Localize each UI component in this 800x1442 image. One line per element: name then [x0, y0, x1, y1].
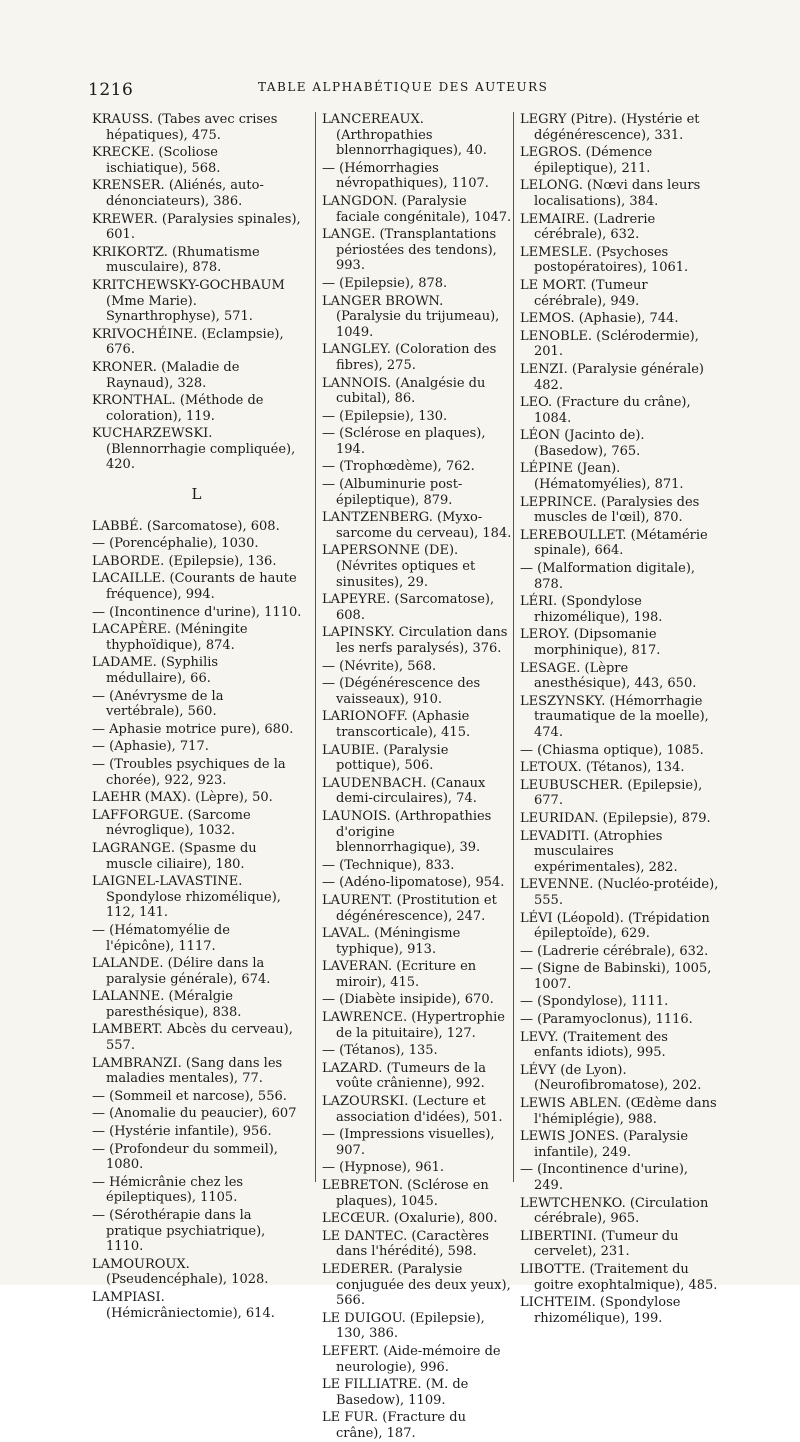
index-entry: LE DUIGOU. (Epilepsie), 130, 386. [322, 1310, 485, 1342]
index-entry: — (Chiasma optique), 1085. [520, 742, 704, 758]
index-entry: LAUDENBACH. (Canaux demi-circulaires), 74. [322, 775, 486, 807]
page-title: TABLE ALPHABÉTIQUE DES AUTEURS [258, 80, 549, 94]
index-entry: LESAGE. (Lèpre anesthésique), 443, 650. [520, 660, 697, 692]
index-entry: LALANDE. (Délire dans la paralysie générale), 674. [92, 956, 271, 987]
index-entry: LABBÉ. (Sarcomatose), 608. [92, 518, 280, 534]
index-entry: LAFFORGUE. (Sarcome névroglique), 1032. [92, 807, 251, 839]
index-entry: — (Sérothérapie dans la pratique psychiatrique), 1110. [92, 1208, 266, 1255]
index-column-1 [92, 112, 302, 1323]
index-entry: — (Profondeur du sommeil), 1080. [92, 1141, 278, 1173]
index-entry: — (Hémorrhagies névropathiques), 1107. [322, 160, 489, 192]
index-entry: LAZOURSKI. (Lecture et association d'idées), 501. [322, 1094, 503, 1125]
index-entry: LEWIS ABLEN. (Œdème dans l'hémiplégie), 988. [520, 1096, 717, 1127]
index-entry: — (Ladrerie cérébrale), 632. [520, 943, 709, 959]
index-entry: LAUNOIS. (Arthropathies d'origine blennorrhagique), 39. [322, 808, 492, 856]
index-entry: LEFERT. (Aide-mémoire de neurologie), 996. [322, 1343, 501, 1375]
index-entry: LAZARD. (Tumeurs de la voûte crânienne), 992. [322, 1060, 487, 1092]
index-entry: LAMOUROUX. (Pseudencéphale), 1028. [92, 1256, 269, 1288]
index-entry: KUCHARZEWSKI. (Blennorrhagie compliquée), 420. [92, 426, 296, 473]
index-entry: KRIVOCHÉINE. (Eclampsie), 676. [92, 326, 284, 358]
index-entry: — (Hystérie infantile), 956. [92, 1124, 272, 1140]
index-entry: LAVERAN. (Ecriture en miroir), 415. [322, 959, 477, 990]
index-entry: LEDERER. (Paralysie conjuguée des deux yeux), 566. [322, 1261, 511, 1309]
index-entry: LÉVI (Léopold). (Trépidation épileptoïde), 629. [520, 910, 710, 942]
index-entry: KRAUSS. (Tabes avec crises hépatiques), 475. [92, 112, 278, 143]
index-entry: LIBERTINI. (Tumeur du cervelet), 231. [520, 1228, 679, 1260]
index-entry: — (Anomalie du peaucier), 607 [92, 1106, 297, 1122]
index-entry: LEBRETON. (Sclérose en plaques), 1045. [322, 1178, 489, 1209]
index-entry: — (Technique), 833. [322, 857, 455, 873]
index-entry: LEMESLE. (Psychoses postopératoires), 1061. [520, 244, 689, 276]
index-entry: LANGLEY. (Coloration des fibres), 275. [322, 342, 497, 373]
index-entry: — (Anévrysme de la vertébrale), 560. [92, 688, 224, 720]
index-entry: — (Trophœdème), 762. [322, 459, 475, 475]
index-entry: KRIKORTZ. (Rhumatisme musculaire), 878. [92, 244, 260, 276]
index-entry: — Aphasie motrice pure), 680. [92, 721, 294, 737]
index-entry: KRENSER. (Aliénés, auto-dénonciateurs), 386. [92, 178, 264, 209]
index-entry: LAPEYRE. (Sarcomatose), 608. [322, 592, 495, 623]
index-entry: — (Signe de Babinski), 1005, 1007. [520, 961, 712, 992]
index-entry: LETOUX. (Tétanos), 134. [520, 760, 685, 776]
index-entry: KREWER. (Paralysies spinales), 601. [92, 211, 301, 243]
index-entry: — (Diabète insipide), 670. [322, 992, 494, 1008]
index-entry: — (Troubles psychiques de la chorée), 922, 923. [92, 756, 286, 788]
index-entry: LAUBIE. (Paralysie pottique), 506. [322, 742, 449, 774]
index-entry: LÉON (Jacinto de). (Basedow), 765. [520, 428, 645, 459]
index-entry: LEROY. (Dipsomanie morphinique), 817. [520, 627, 661, 658]
index-entry: LICHTEIM. (Spondylose rhizomélique), 199. [520, 1295, 681, 1326]
index-entry: — (Impressions visuelles), 907. [322, 1127, 495, 1158]
index-entry: — (Adéno-lipomatose), 954. [322, 875, 505, 891]
index-entry: — (Paramyoclonus), 1116. [520, 1012, 693, 1028]
index-entry: LALANNE. (Méralgie paresthésique), 838. [92, 989, 242, 1020]
index-entry: LEVENNE. (Nucléo-protéide), 555. [520, 877, 719, 908]
index-entry: LAGRANGE. (Spasme du muscle ciliaire), 180. [92, 840, 257, 872]
index-entry: LE MORT. (Tumeur cérébrale), 949. [520, 277, 648, 309]
index-entry: LESZYNSKY. (Hémorrhagie traumatique de la moelle), 474. [520, 693, 709, 740]
index-entry: LACAILLE. (Courants de haute fréquence), 994. [92, 571, 297, 603]
index-entry: LAPERSONNE (DE). (Névrites optiques et sinusites), 29. [322, 543, 476, 590]
index-entry: LEUBUSCHER. (Epilepsie), 677. [520, 777, 703, 809]
index-entry: — (Hypnose), 961. [322, 1160, 445, 1176]
index-entry: LAURENT. (Prostitution et dégénérescence), 247. [322, 892, 497, 924]
index-entry: — (Sclérose en plaques), 194. [322, 426, 486, 457]
index-entry: LAIGNEL-LAVASTINE. Spondylose rhizomélique), 112, 141. [92, 874, 281, 921]
index-entry: LÉRI. (Spondylose rhizomélique), 198. [520, 594, 663, 625]
index-entry: LEWIS JONES. (Paralysie infantile), 249. [520, 1129, 689, 1160]
index-entry: — (Epilepsie), 130. [322, 408, 448, 424]
index-entry: LEPRINCE. (Paralysies des muscles de l'œil), 870. [520, 494, 700, 526]
index-entry: LIBOTTE. (Traitement du goitre exophtalmique), 485. [520, 1261, 718, 1293]
index-entry: — (Incontinence d'urine), 249. [520, 1162, 689, 1193]
index-entry: — (Dégénérescence des vaisseaux), 910. [322, 676, 481, 707]
index-entry: LAPINSKY. Circulation dans les nerfs paralysés), 376. [322, 625, 508, 656]
index-entry: LACAPÈRE. (Méningite thyphoïdique), 874. [92, 622, 248, 653]
index-entry: LE FILLIATRE. (M. de Basedow), 1109. [322, 1377, 469, 1408]
index-entry: LE FUR. (Fracture du crâne), 187. [322, 1410, 466, 1441]
index-entry: LEGRY (Pitre). (Hystérie et dégénérescence), 331. [520, 112, 700, 143]
section-letter: L [191, 485, 203, 504]
index-entry: LAMBRANZI. (Sang dans les maladies mentales), 77. [92, 1055, 283, 1087]
index-entry: — (Incontinence d'urine), 1110. [92, 604, 302, 620]
index-entry: — (Sommeil et narcose), 556. [92, 1088, 287, 1104]
index-entry: LEVADITI. (Atrophies musculaires expérimentales), 282. [520, 828, 678, 875]
index-entry: LEURIDAN. (Epilepsie), 879. [520, 810, 711, 826]
index-entry: LECŒUR. (Oxalurie), 800. [322, 1211, 498, 1227]
index-entry: — (Névrite), 568. [322, 658, 437, 674]
index-entry: LÉPINE (Jean). (Hématomyélies), 871. [520, 461, 684, 493]
index-entry: KRITCHEWSKY-GOCHBAUM (Mme Marie). Synarthrophyse), 571. [92, 277, 285, 325]
index-entry: LEVY. (Traitement des enfants idiots), 995. [520, 1029, 668, 1061]
index-entry: — (Spondylose), 1111. [520, 994, 669, 1010]
index-entry: LENZI. (Paralysie générale) 482. [520, 361, 705, 393]
index-column-2 [315, 112, 512, 1441]
index-entry: — (Hématomyélie de l'épicône), 1117. [92, 922, 230, 954]
index-entry: — (Albuminurie post-épileptique), 879. [322, 477, 463, 508]
index-entry: LAVAL. (Méningisme typhique), 913. [322, 926, 461, 957]
index-entry: LANGE. (Transplantations périostées des tendons), 993. [322, 227, 497, 274]
index-entry: LAEHR (MAX). (Lèpre), 50. [92, 790, 273, 806]
index-column-3 [513, 112, 720, 1326]
index-entry: LANCEREAUX. (Arthropathies blennorrhagiques), 40. [322, 112, 487, 159]
index-entry: — (Malformation digitale), 878. [520, 561, 696, 592]
index-entry: LÉVY (de Lyon). (Neurofibromatose), 202. [520, 1062, 702, 1094]
index-entry: — (Aphasie), 717. [92, 739, 209, 755]
index-entry: LARIONOFF. (Aphasie transcorticale), 415. [322, 709, 471, 740]
index-entry: KRECKE. (Scoliose ischiatique), 568. [92, 145, 221, 176]
index-entry: — (Tétanos), 135. [322, 1043, 438, 1059]
index-entry: KRONTHAL. (Méthode de coloration), 119. [92, 393, 264, 424]
index-entry: LEREBOULLET. (Métamérie spinale), 664. [520, 527, 708, 559]
page-number: 1216 [88, 80, 134, 100]
index-entry: LANGER BROWN. (Paralysie du trijumeau), 1049. [322, 293, 500, 340]
index-entry: LEWTCHENKO. (Circulation cérébrale), 965. [520, 1195, 709, 1227]
index-entry: LEGROS. (Démence épileptique), 211. [520, 145, 653, 176]
index-entry: KRONER. (Maladie de Raynaud), 328. [92, 359, 240, 391]
index-entry: LANNOIS. (Analgésie du cubital), 86. [322, 375, 486, 407]
index-entry: LADAME. (Syphilis médullaire), 66. [92, 655, 219, 686]
index-entry: LENOBLE. (Sclérodermie), 201. [520, 328, 699, 360]
index-entry: LEMAIRE. (Ladrerie cérébrale), 632. [520, 211, 656, 243]
index-entry: LANGDON. (Paralysie faciale congénitale), 1047. [322, 193, 512, 225]
running-head [88, 78, 728, 106]
index-entry: — Hémicrânie chez les épileptiques), 1105. [92, 1174, 244, 1206]
index-entry: LABORDE. (Epilepsie), 136. [92, 553, 277, 569]
index-entry: LAMBERT. Abcès du cerveau), 557. [92, 1022, 293, 1054]
index-entry: LEMOS. (Aphasie), 744. [520, 311, 679, 327]
index-entry: LELONG. (Nœvi dans leurs localisations), 384. [520, 178, 701, 209]
index-entry: — (Epilepsie), 878. [322, 275, 448, 291]
index-entry: LAWRENCE. (Hypertrophie de la pituitaire), 127. [322, 1010, 506, 1041]
index-entry: LANTZENBERG. (Myxo-sarcome du cerveau), 184. [322, 510, 512, 541]
index-entry: LE DANTEC. (Caractères dans l'hérédité), 598. [322, 1228, 489, 1260]
index-entry: LAMPIASI. (Hémicrâniectomie), 614. [92, 1289, 275, 1321]
index-entry: — (Porencéphalie), 1030. [92, 536, 259, 552]
index-entry: LEO. (Fracture du crâne), 1084. [520, 395, 691, 426]
